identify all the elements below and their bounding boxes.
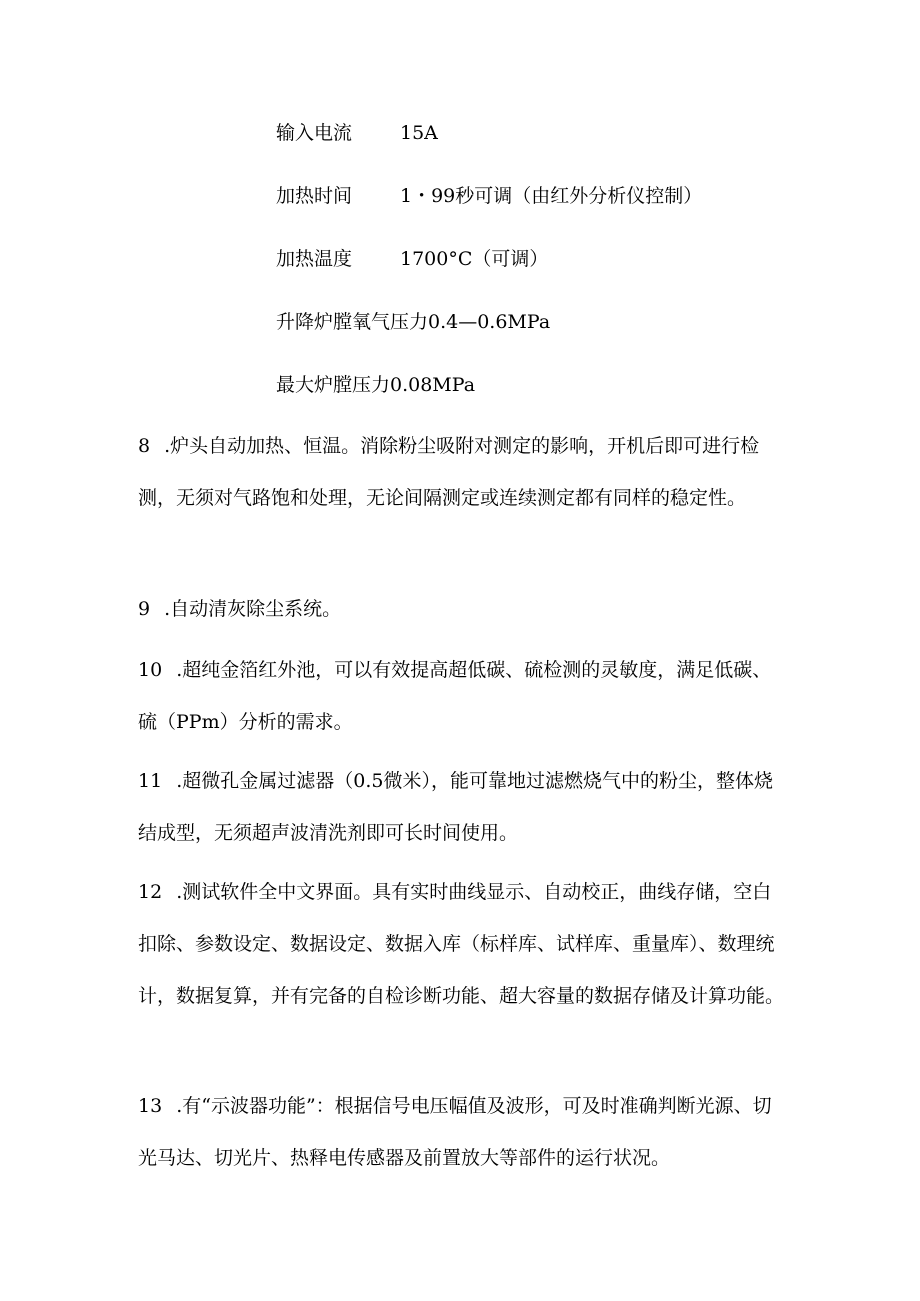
item-number: 10 bbox=[138, 659, 163, 681]
list-item-8 bbox=[138, 420, 786, 524]
list-item-12 bbox=[138, 866, 786, 1022]
item-number: 9 bbox=[138, 598, 151, 620]
item-text: .超纯金箔红外池，可以有效提高超低碳、硫检测的灵敏度，满足低碳、硫（PPm）分析的需求。 bbox=[138, 659, 772, 733]
spec-value: 15A bbox=[400, 122, 438, 144]
spec-row-oxygen-pressure bbox=[276, 306, 550, 338]
item-text: .炉头自动加热、恒温。消除粉尘吸附对测定的影响，开机后即可进行检测，无须对气路饱和处理，无论间隔测定或连续测定都有同样的稳定性。 bbox=[138, 435, 760, 509]
list-item-13 bbox=[138, 1080, 786, 1184]
item-number: 8 bbox=[138, 435, 151, 457]
spec-value: 1・99秒可调（由红外分析仪控制） bbox=[400, 185, 703, 207]
item-number: 12 bbox=[138, 881, 163, 903]
spec-label: 加热温度 bbox=[276, 248, 353, 270]
list-item-9 bbox=[138, 583, 786, 635]
item-text: .自动清灰除尘系统。 bbox=[164, 598, 342, 620]
list-item-10 bbox=[138, 644, 786, 748]
spec-label: 输入电流 bbox=[276, 122, 353, 144]
spec-label: 加热时间 bbox=[276, 185, 353, 207]
item-number: 11 bbox=[138, 770, 163, 792]
item-text: .超微孔金属过滤器（0.5微米），能可靠地过滤燃烧气中的粉尘，整体烧结成型，无须超声波清洗剂即可长时间使用。 bbox=[138, 770, 773, 844]
spec-row-heating-temperature bbox=[276, 243, 548, 275]
spec-value: 1700°C（可调） bbox=[400, 248, 549, 270]
spec-row-input-current bbox=[276, 117, 438, 149]
list-item-11 bbox=[138, 755, 786, 859]
spec-row-max-pressure bbox=[276, 369, 475, 401]
item-text: .有“示波器功能”：根据信号电压幅值及波形，可及时准确判断光源、切光马达、切光片、热释电传感器及前置放大等部件的运行状况。 bbox=[138, 1095, 772, 1169]
item-number: 13 bbox=[138, 1095, 163, 1117]
spec-row-heating-time bbox=[276, 180, 702, 212]
spec-inline-text: 最大炉膛压力0.08MPa bbox=[276, 374, 476, 396]
item-text: .测试软件全中文界面。具有实时曲线显示、自动校正，曲线存储，空白扣除、参数设定、数据设定、数据入库（标样库、试样库、重量库）、数理统计，数据复算，并有完备的自检诊断功能、超大容量的数据存储及计算功能。 bbox=[138, 881, 785, 1007]
spec-inline-text: 升降炉膛氧气压力0.4—0.6MPa bbox=[276, 311, 551, 333]
